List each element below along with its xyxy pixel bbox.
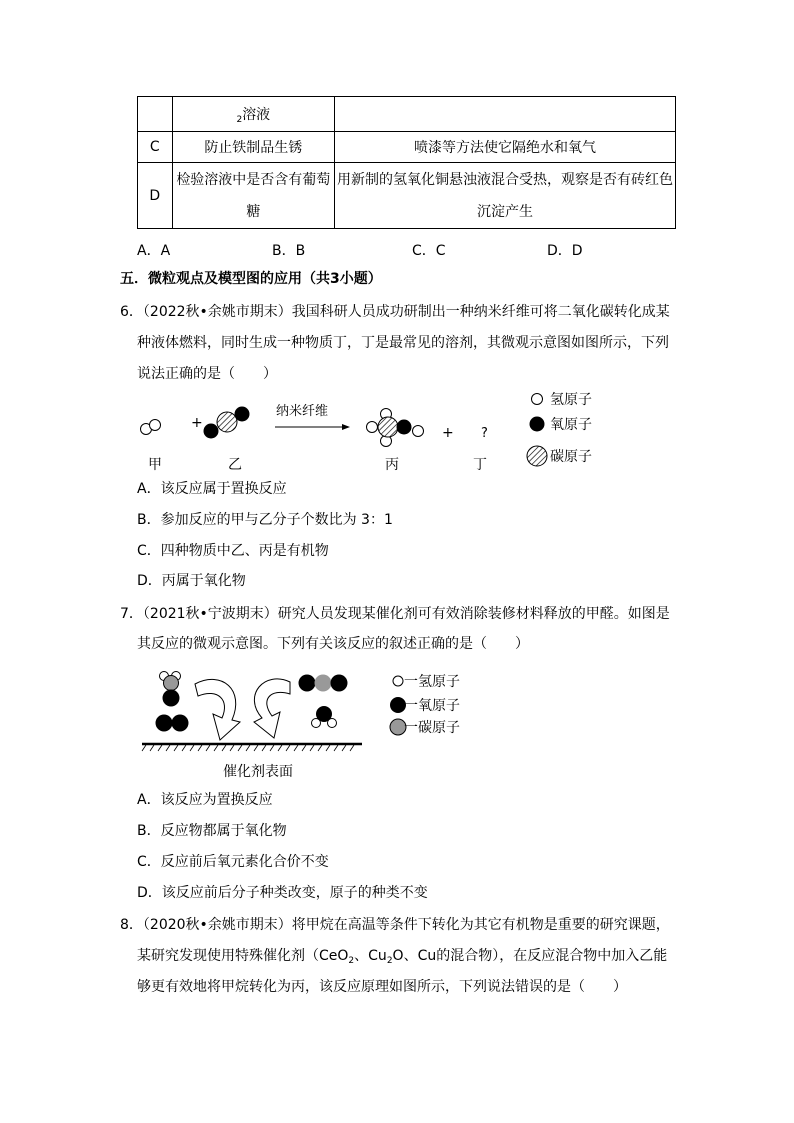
table-cell-purpose <box>172 97 334 132</box>
subscript: 2 <box>236 115 243 125</box>
label-bing: 丙 <box>385 457 399 473</box>
q6-option-d[interactable]: D．丙属于氧化物 <box>137 573 246 589</box>
q6-figure <box>130 385 610 480</box>
q7-option-a[interactable]: A．该反应为置换反应 <box>137 792 273 808</box>
cell-line: 检验溶液中是否含有葡萄 <box>176 171 331 188</box>
section-title: 五．微粒观点及模型图的应用（共3小题） <box>120 271 382 287</box>
label-ding: 丁 <box>473 457 487 473</box>
label-yi: 乙 <box>228 457 242 473</box>
q8-line-2 <box>137 946 667 966</box>
arrow-label: 纳米纤维 <box>276 404 329 419</box>
q6-line-2: 种液体燃料，同时生成一种物质丁，丁是最常见的溶剂，其微观示意图如图所示，下列 <box>137 335 669 351</box>
table-row <box>138 97 676 132</box>
molecule-bing <box>367 409 424 447</box>
water-molecule <box>312 706 337 728</box>
molecule-yi <box>204 407 250 439</box>
q7-figure <box>140 660 480 785</box>
unknown-product: ? <box>481 426 488 441</box>
q5-option-d[interactable]: D．D <box>547 243 583 259</box>
curved-arrow-up-icon <box>254 679 290 738</box>
oxygen-molecule <box>156 715 189 732</box>
q8-line-1: 8．（2020秋•余姚市期末）将甲烷在高温等条件下转化为其它有机物是重要的研究课题， <box>120 917 670 933</box>
options-table <box>137 96 676 229</box>
q5-option-b[interactable]: B．B <box>272 243 306 259</box>
carbon-dioxide-molecule <box>299 675 348 692</box>
cell-line: 糖 <box>246 203 261 220</box>
table-cell-letter <box>138 97 173 132</box>
q7-line-1: 7．（2021秋•宁波期末）研究人员发现某催化剂可有效消除装修材料释放的甲醛。如图是 <box>120 606 670 622</box>
legend-hydrogen: 一氢原子 <box>404 674 460 690</box>
label-jia: 甲 <box>148 457 162 473</box>
curved-arrow-down-icon <box>195 679 240 740</box>
table-cell-method <box>335 163 676 229</box>
q6-option-a[interactable]: A．该反应属于置换反应 <box>137 481 287 497</box>
q5-option-c[interactable]: C．C <box>412 243 446 259</box>
carbon-atom-icon <box>527 446 547 466</box>
legend-oxygen: 氧原子 <box>550 417 592 433</box>
q8-line-3: 够更有效地将甲烷转化为丙，该反应原理如图所示，下列说法错误的是（ ） <box>137 979 627 995</box>
plus-sign: + <box>442 425 454 441</box>
q5-option-a[interactable]: A．A <box>137 243 171 259</box>
table-row <box>138 132 676 163</box>
subscript: 2 <box>348 956 355 966</box>
q7-line-2: 其反应的微观示意图。下列有关该反应的叙述正确的是（ ） <box>137 636 529 652</box>
table-cell-method <box>335 97 676 132</box>
legend-oxygen: 一氧原子 <box>404 698 460 714</box>
subscript: 2 <box>386 956 393 966</box>
q8-text: 、Cu <box>354 948 387 964</box>
q6-line-1: 6．（2022秋•余姚市期末）我国科研人员成功研制出一种纳米纤维可将二氧化碳转化成某 <box>120 304 670 320</box>
plus-sign: + <box>191 415 203 431</box>
q7-option-b[interactable]: B．反应物都属于氧化物 <box>137 823 287 839</box>
surface-hatching <box>142 745 354 751</box>
q6-option-c[interactable]: C．四种物质中乙、丙是有机物 <box>137 543 329 559</box>
formaldehyde-molecule <box>160 672 181 707</box>
q6-line-3: 说法正确的是（ ） <box>137 366 277 382</box>
cell-line: 用新制的氢氧化铜悬浊液混合受热，观察是否有砖红色 <box>337 171 673 188</box>
table-cell-purpose: 防止铁制品生锈 <box>172 132 334 163</box>
q6-option-b[interactable]: B．参加反应的甲与乙分子个数比为 3：1 <box>137 512 393 528</box>
table-cell-letter: D <box>138 163 173 229</box>
cell-line: 沉淀产生 <box>477 203 533 220</box>
hydrogen-atom-icon <box>532 394 543 405</box>
q8-text: 某研究发现使用特殊催化剂（CeO <box>137 948 349 964</box>
table-row <box>138 163 676 229</box>
hydrogen-atom-icon <box>393 676 403 686</box>
q8-text: O、Cu的混合物），在反应混合物中加入乙能 <box>392 948 668 964</box>
table-cell-purpose <box>172 163 334 229</box>
oxygen-atom-icon <box>530 417 545 432</box>
table-cell-letter: C <box>138 132 173 163</box>
cell-text: 溶液 <box>242 107 271 123</box>
table-cell-method: 喷漆等方法使它隔绝水和氧气 <box>335 132 676 163</box>
q7-option-d[interactable]: D．该反应前后分子种类改变，原子的种类不变 <box>137 885 428 901</box>
legend-carbon: 一碳原子 <box>404 720 460 736</box>
surface-label: 催化剂表面 <box>223 764 293 780</box>
legend-hydrogen: 氢原子 <box>550 392 592 408</box>
legend-carbon: 碳原子 <box>550 449 592 465</box>
molecule-jia <box>141 420 161 435</box>
q7-option-c[interactable]: C．反应前后氧元素化合价不变 <box>137 854 329 870</box>
